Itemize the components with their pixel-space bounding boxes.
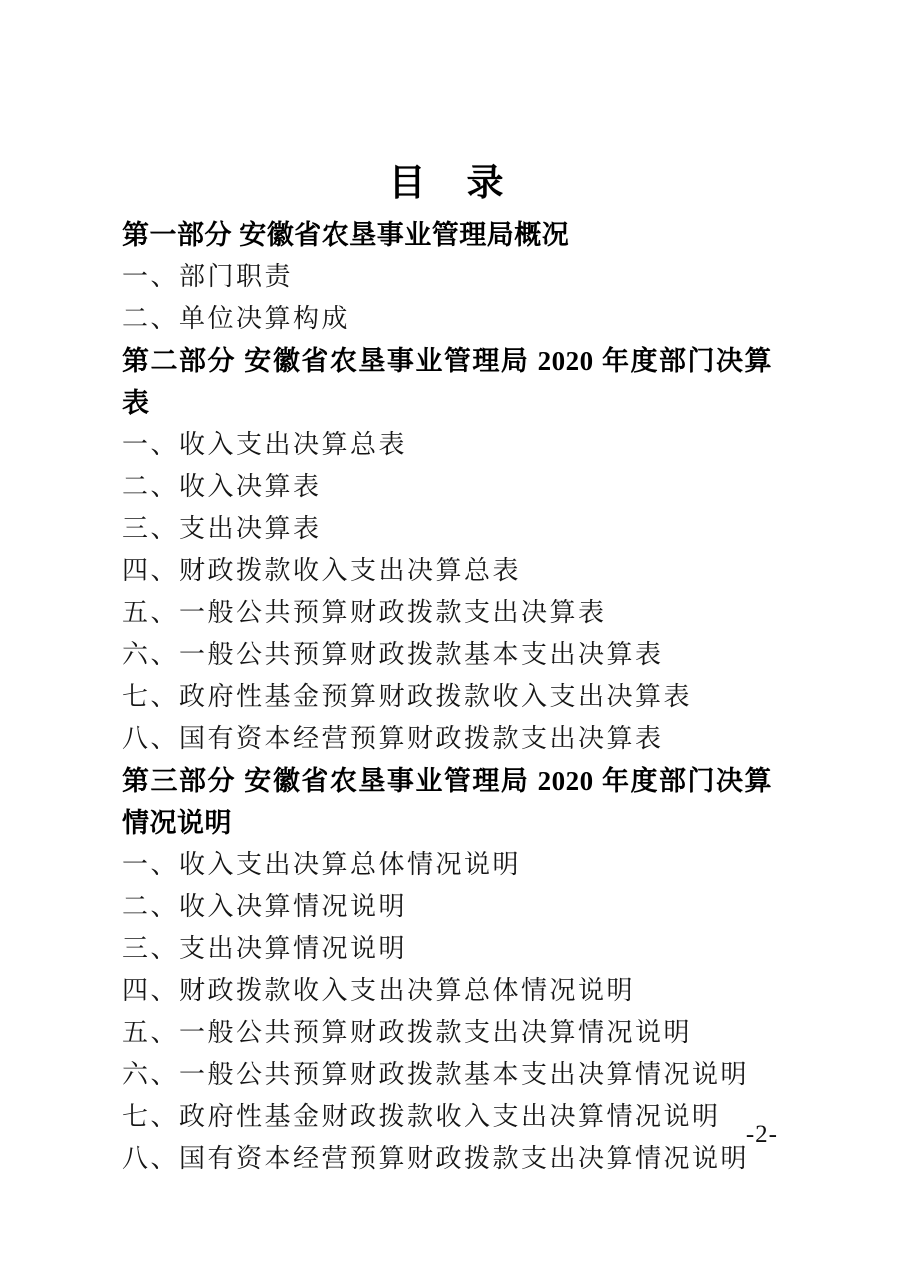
toc-entry: 二、收入决算情况说明 xyxy=(122,892,408,921)
toc-entry: 六、一般公共预算财政拨款基本支出决算情况说明 xyxy=(122,1060,750,1089)
toc-entry: 五、一般公共预算财政拨款支出决算情况说明 xyxy=(122,1018,693,1047)
toc-entry: 六、一般公共预算财政拨款基本支出决算表 xyxy=(122,640,664,669)
toc-entry: 一、收入支出决算总体情况说明 xyxy=(122,850,522,879)
toc-entry: 五、一般公共预算财政拨款支出决算表 xyxy=(122,598,607,627)
toc-entry: 四、财政拨款收入支出决算总表 xyxy=(122,556,522,585)
toc-entry: 七、政府性基金预算财政拨款收入支出决算表 xyxy=(122,682,693,711)
toc-list xyxy=(122,214,772,1180)
toc-entry: 八、国有资本经营预算财政拨款支出决算情况说明 xyxy=(122,1144,750,1173)
toc-entry: 一、收入支出决算总表 xyxy=(122,430,408,459)
toc-entry: 七、政府性基金财政拨款收入支出决算情况说明 xyxy=(122,1102,721,1131)
toc-entry: 八、国有资本经营预算财政拨款支出决算表 xyxy=(122,724,664,753)
toc-entry: 四、财政拨款收入支出决算总体情况说明 xyxy=(122,976,636,1005)
toc-entry: 二、收入决算表 xyxy=(122,472,322,501)
page-title: 目 录 xyxy=(388,163,506,204)
page-number: -2- xyxy=(745,1121,778,1148)
toc-entry: 二、单位决算构成 xyxy=(122,304,351,333)
toc-entry: 一、部门职责 xyxy=(122,262,294,291)
toc-entry: 第三部分 安徽省农垦事业管理局 2020 年度部门决算情况说明 xyxy=(122,766,772,838)
toc-entry: 三、支出决算表 xyxy=(122,514,322,543)
toc-entry: 三、支出决算情况说明 xyxy=(122,934,408,963)
toc-entry: 第一部分 安徽省农垦事业管理局概况 xyxy=(122,220,570,250)
toc-entry: 第二部分 安徽省农垦事业管理局 2020 年度部门决算表 xyxy=(122,346,772,418)
